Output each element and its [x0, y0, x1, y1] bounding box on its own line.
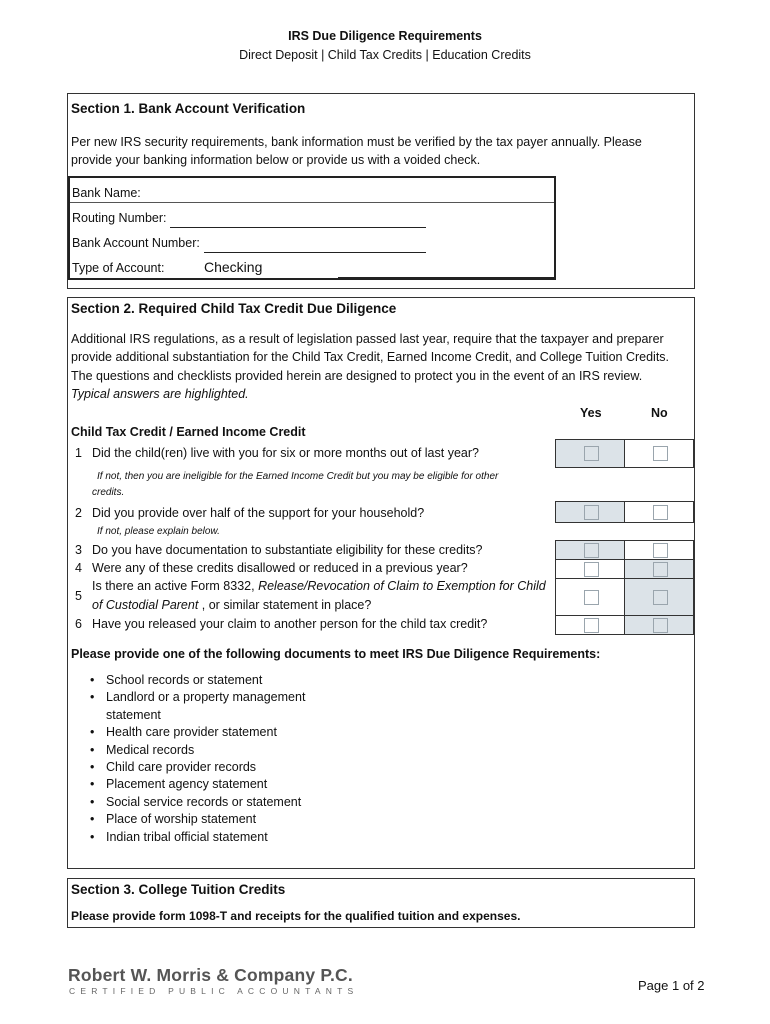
question-5-text-line2 — [92, 598, 371, 612]
section3-title: Section 3. College Tuition Credits — [71, 882, 286, 897]
question-6-text: Have you released your claim to another person for the child tax credit? — [92, 617, 488, 631]
no-column-header: No — [651, 406, 668, 420]
section2-intro-line2: provide additional substantiation for the Child Tax Credit, Earned Income Credit, and College Tuition Credits. — [71, 350, 670, 364]
document-item: • Child care provider records — [70, 759, 370, 776]
yes-column-header: Yes — [580, 406, 602, 420]
question-5-text-b-italic: of Custodial Parent — [92, 598, 199, 612]
documents-heading: Please provide one of the following documents to meet IRS Due Diligence Requirements: — [71, 647, 601, 661]
question-5-yes-cell[interactable] — [555, 578, 625, 616]
question-5-yes-checkbox[interactable] — [584, 590, 599, 605]
question-4-yes-checkbox[interactable] — [584, 562, 599, 577]
question-2-yes-cell[interactable] — [555, 501, 625, 523]
question-2-text: Did you provide over half of the support for your household? — [92, 506, 425, 520]
section3-instruction: Please provide form 1098-T and receipts for the qualified tuition and expenses. — [71, 909, 521, 923]
document-title: IRS Due Diligence Requirements — [288, 29, 482, 43]
account-type-field[interactable] — [338, 277, 554, 278]
account-type-value[interactable]: Checking — [204, 259, 263, 275]
question-1-note-line2: credits. — [92, 487, 125, 498]
question-6-number: 6 — [75, 617, 82, 631]
document-item: • Medical records — [70, 742, 370, 759]
question-6-yes-checkbox[interactable] — [584, 618, 599, 633]
question-1-no-checkbox[interactable] — [653, 446, 668, 461]
question-6-no-checkbox[interactable] — [653, 618, 668, 633]
document-item: • Place of worship statement — [70, 811, 370, 828]
question-5-no-checkbox[interactable] — [653, 590, 668, 605]
document-item: • Social service records or statement — [70, 794, 370, 811]
section1-title: Section 1. Bank Account Verification — [71, 101, 306, 116]
firm-logo-name: Robert W. Morris & Company P.C. — [68, 965, 353, 985]
question-5-text-a-italic: Release/Revocation of Claim to Exemption for Child — [258, 579, 546, 593]
document-item: • School records or statement — [70, 672, 370, 689]
question-2-no-cell[interactable] — [624, 501, 694, 523]
routing-number-label: Routing Number: — [72, 211, 167, 225]
question-1-yes-cell[interactable] — [555, 439, 625, 468]
bank-name-label: Bank Name: — [72, 186, 141, 200]
question-5-text-line1 — [92, 579, 546, 593]
firm-logo-subtitle: CERTIFIED PUBLIC ACCOUNTANTS — [69, 986, 359, 996]
document-subtitle: Direct Deposit | Child Tax Credits | Education Credits — [239, 48, 531, 62]
question-5-no-cell[interactable] — [624, 578, 694, 616]
section2-intro-line1: Additional IRS regulations, as a result of legislation passed last year, require that the taxpayer and preparer — [71, 332, 664, 346]
question-3-yes-checkbox[interactable] — [584, 543, 599, 558]
account-number-label: Bank Account Number: — [72, 236, 200, 250]
document-item: • Health care provider statement — [70, 724, 370, 741]
document-item: • Placement agency statement — [70, 776, 370, 793]
section1-intro-line1: Per new IRS security requirements, bank information must be verified by the tax payer annually. Please — [71, 135, 642, 149]
question-2-note: If not, please explain below. — [97, 526, 220, 537]
question-1-note-line1: If not, then you are ineligible for the Earned Income Credit but you may be eligible for other — [97, 471, 499, 482]
document-item: • Landlord or a property management — [70, 689, 370, 706]
ctc-eic-subheading: Child Tax Credit / Earned Income Credit — [71, 425, 306, 439]
documents-list-container — [70, 672, 370, 846]
account-type-label: Type of Account: — [72, 261, 165, 275]
section2-intro-line3: The questions and checklists provided herein are designed to protect you in the event of an IRS review. — [71, 369, 643, 383]
section2-intro-line4: Typical answers are highlighted. — [71, 387, 249, 401]
question-3-yes-cell[interactable] — [555, 540, 625, 560]
question-6-yes-cell[interactable] — [555, 615, 625, 635]
question-4-no-cell[interactable] — [624, 559, 694, 579]
account-number-field[interactable] — [204, 252, 426, 253]
question-5-text-a: Is there an active Form 8332, — [92, 579, 259, 593]
question-3-text: Do you have documentation to substantiate eligibility for these credits? — [92, 543, 483, 557]
document-item: • Indian tribal official statement — [70, 829, 370, 846]
bank-box-divider — [70, 202, 554, 203]
question-1-text: Did the child(ren) live with you for six or more months out of last year? — [92, 446, 479, 460]
routing-number-field[interactable] — [170, 227, 426, 228]
question-2-number: 2 — [75, 506, 82, 520]
question-3-number: 3 — [75, 543, 82, 557]
question-5-text-b: , or similar statement in place? — [198, 598, 372, 612]
question-4-no-checkbox[interactable] — [653, 562, 668, 577]
section1-intro-line2: provide your banking information below or provide us with a voided check. — [71, 153, 481, 167]
question-6-no-cell[interactable] — [624, 615, 694, 635]
question-2-yes-checkbox[interactable] — [584, 505, 599, 520]
question-4-text: Were any of these credits disallowed or reduced in a previous year? — [92, 561, 468, 575]
page-number: Page 1 of 2 — [638, 978, 705, 993]
section2-title: Section 2. Required Child Tax Credit Due Diligence — [71, 301, 397, 316]
question-3-no-cell[interactable] — [624, 540, 694, 560]
question-3-no-checkbox[interactable] — [653, 543, 668, 558]
documents-list — [70, 672, 370, 846]
document-item-continued: statement — [106, 707, 161, 722]
question-5-number: 5 — [75, 589, 82, 603]
question-1-no-cell[interactable] — [624, 439, 694, 468]
question-4-number: 4 — [75, 561, 82, 575]
bank-info-box — [68, 176, 556, 280]
question-1-yes-checkbox[interactable] — [584, 446, 599, 461]
question-2-no-checkbox[interactable] — [653, 505, 668, 520]
question-4-yes-cell[interactable] — [555, 559, 625, 579]
question-1-number: 1 — [75, 446, 82, 460]
